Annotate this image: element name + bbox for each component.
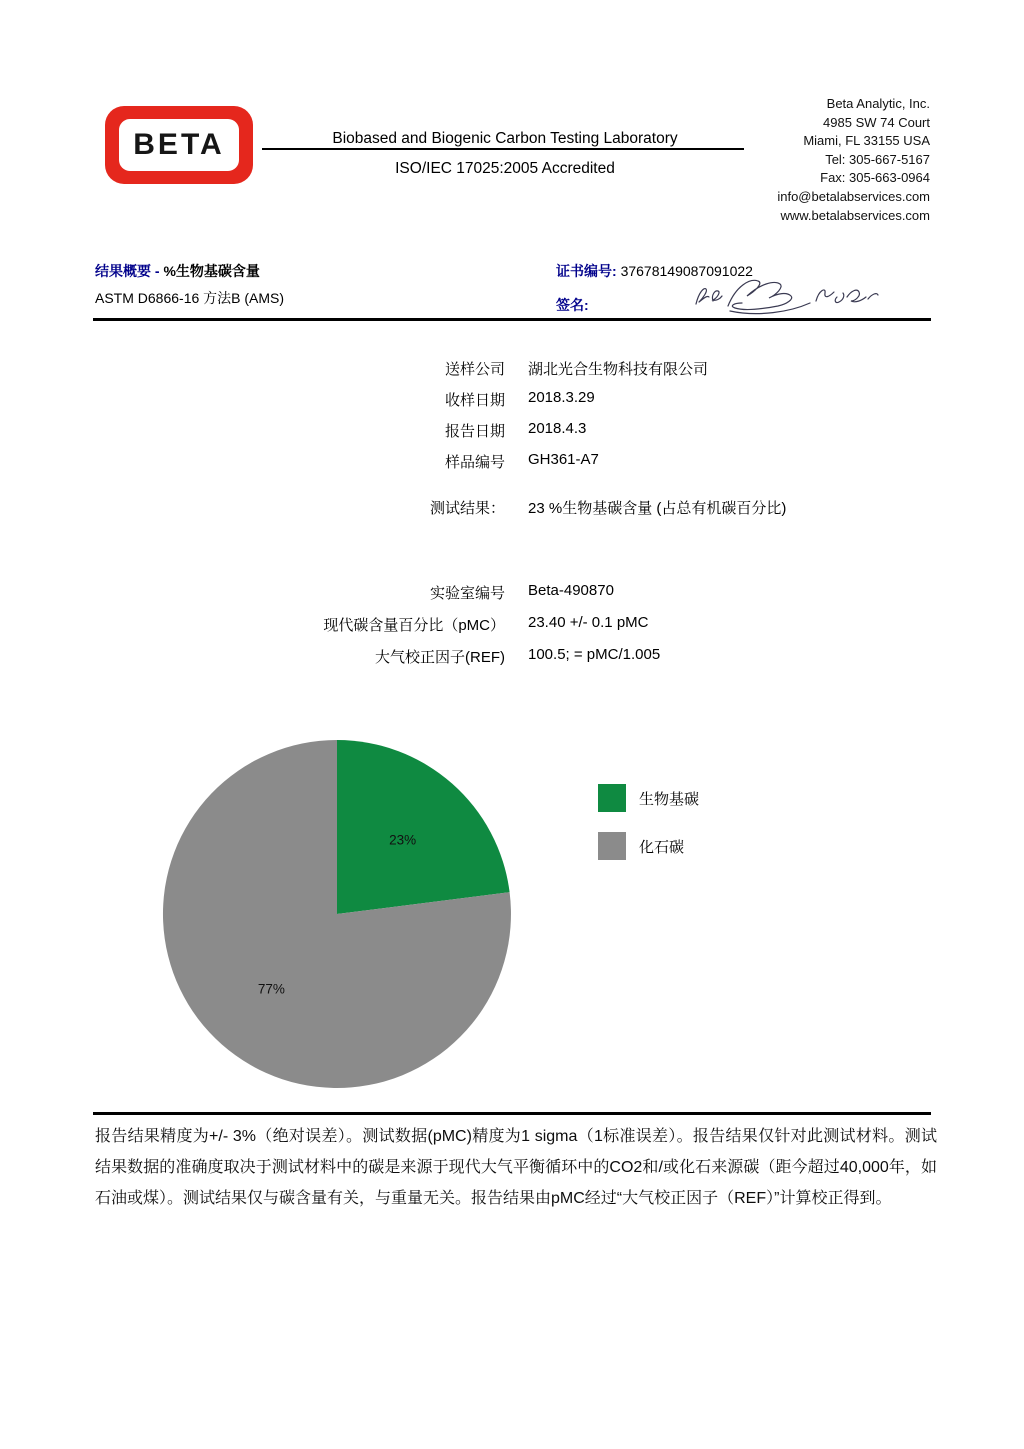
legend-item-1 xyxy=(598,832,699,860)
row-label: 大气校正因子(REF) xyxy=(375,649,505,666)
legend-swatch-icon xyxy=(598,832,626,860)
row-value: 湖北光合生物科技有限公司 xyxy=(528,361,709,378)
signature-label-line xyxy=(556,295,589,315)
handwritten-signature xyxy=(688,270,883,318)
pie-data-label-1: 77% xyxy=(257,981,285,997)
row-label: 报告日期 xyxy=(444,423,505,440)
lab-title: Biobased and Biogenic Carbon Testing Laboratory xyxy=(332,130,678,147)
disclaimer-text: 报告结果精度为+/- 3%（绝对误差）。测试数据(pMC)精度为1 sigma（1标准误差）。报告结果仅针对此测试材料。测试结果数据的准确度取决于测试材料中的碳是来源于现代大气平衡循环中的CO2和/或化石来源碳（距今超过40,000年，如石油或煤）。测试结果仅与碳含量有关，与重量无关。报告结果由pMC经过“大气校正因子（REF）”计算校正得到。 xyxy=(95,1128,937,1207)
row-value: Beta-490870 xyxy=(528,582,614,599)
accreditation-text: ISO/IEC 17025:2005 Accredited xyxy=(395,160,615,177)
address-line: Beta Analytic, Inc. xyxy=(826,96,930,111)
test-method: ASTM D6866-16 方法B (AMS) xyxy=(95,290,285,306)
pie-data-label-0: 23% xyxy=(389,832,417,848)
address-line-email: info@betalabservices.com xyxy=(777,188,930,204)
address-line-website: www.betalabservices.com xyxy=(780,207,930,223)
row-value: GH361-A7 xyxy=(528,451,599,468)
beta-logo-inner xyxy=(119,119,239,171)
row-value: 100.5; = pMC/1.005 xyxy=(528,646,661,663)
beta-logo xyxy=(105,106,253,184)
address-line-fax: Fax: 305-663-0964 xyxy=(820,170,930,186)
row-label: 实验室编号 xyxy=(429,585,505,602)
address-line: 4985 SW 74 Court xyxy=(823,114,930,130)
row-label: 收样日期 xyxy=(444,392,505,409)
certificate-label: 证书编号: xyxy=(556,263,617,279)
row-label: 样品编号 xyxy=(444,454,505,471)
summary-divider-rule xyxy=(93,318,931,321)
signature-label: 签名: xyxy=(556,297,589,313)
certificate-number: 37678149087091022 xyxy=(620,263,753,279)
legend-swatch-icon xyxy=(598,784,626,812)
test-result-label: 测试结果： xyxy=(429,500,505,517)
row-value: 23.40 +/- 0.1 pMC xyxy=(528,614,649,631)
pie-legend xyxy=(598,784,699,880)
signature-stroke xyxy=(728,280,810,313)
beta-logo-text: BETA xyxy=(133,128,225,161)
lab-address-block xyxy=(777,95,930,225)
row-label: 现代碳含量百分比（pMC） xyxy=(323,617,505,634)
test-result-value: 23 %生物基碳含量 (占总有机碳百分比) xyxy=(528,500,787,517)
result-summary-main: %生物基碳含量 xyxy=(163,263,260,279)
signature-stroke xyxy=(696,289,722,304)
address-line-tel: Tel: 305-667-5167 xyxy=(825,151,930,167)
header-underline xyxy=(262,148,744,150)
result-summary-title xyxy=(95,261,260,281)
signature-stroke xyxy=(816,290,878,303)
footer-divider-rule xyxy=(93,1112,931,1115)
result-summary-prefix: 结果概要 - xyxy=(95,263,160,279)
row-value: 2018.3.29 xyxy=(528,389,595,406)
pie-slice-0 xyxy=(337,740,510,914)
row-value: 2018.4.3 xyxy=(528,420,587,437)
row-label: 送样公司 xyxy=(444,361,505,378)
pie-chart xyxy=(157,734,517,1094)
legend-item-0 xyxy=(598,784,699,812)
address-line: Miami, FL 33155 USA xyxy=(803,133,930,149)
legend-label: 化石碳 xyxy=(639,838,685,856)
legend-label: 生物基碳 xyxy=(639,790,700,808)
